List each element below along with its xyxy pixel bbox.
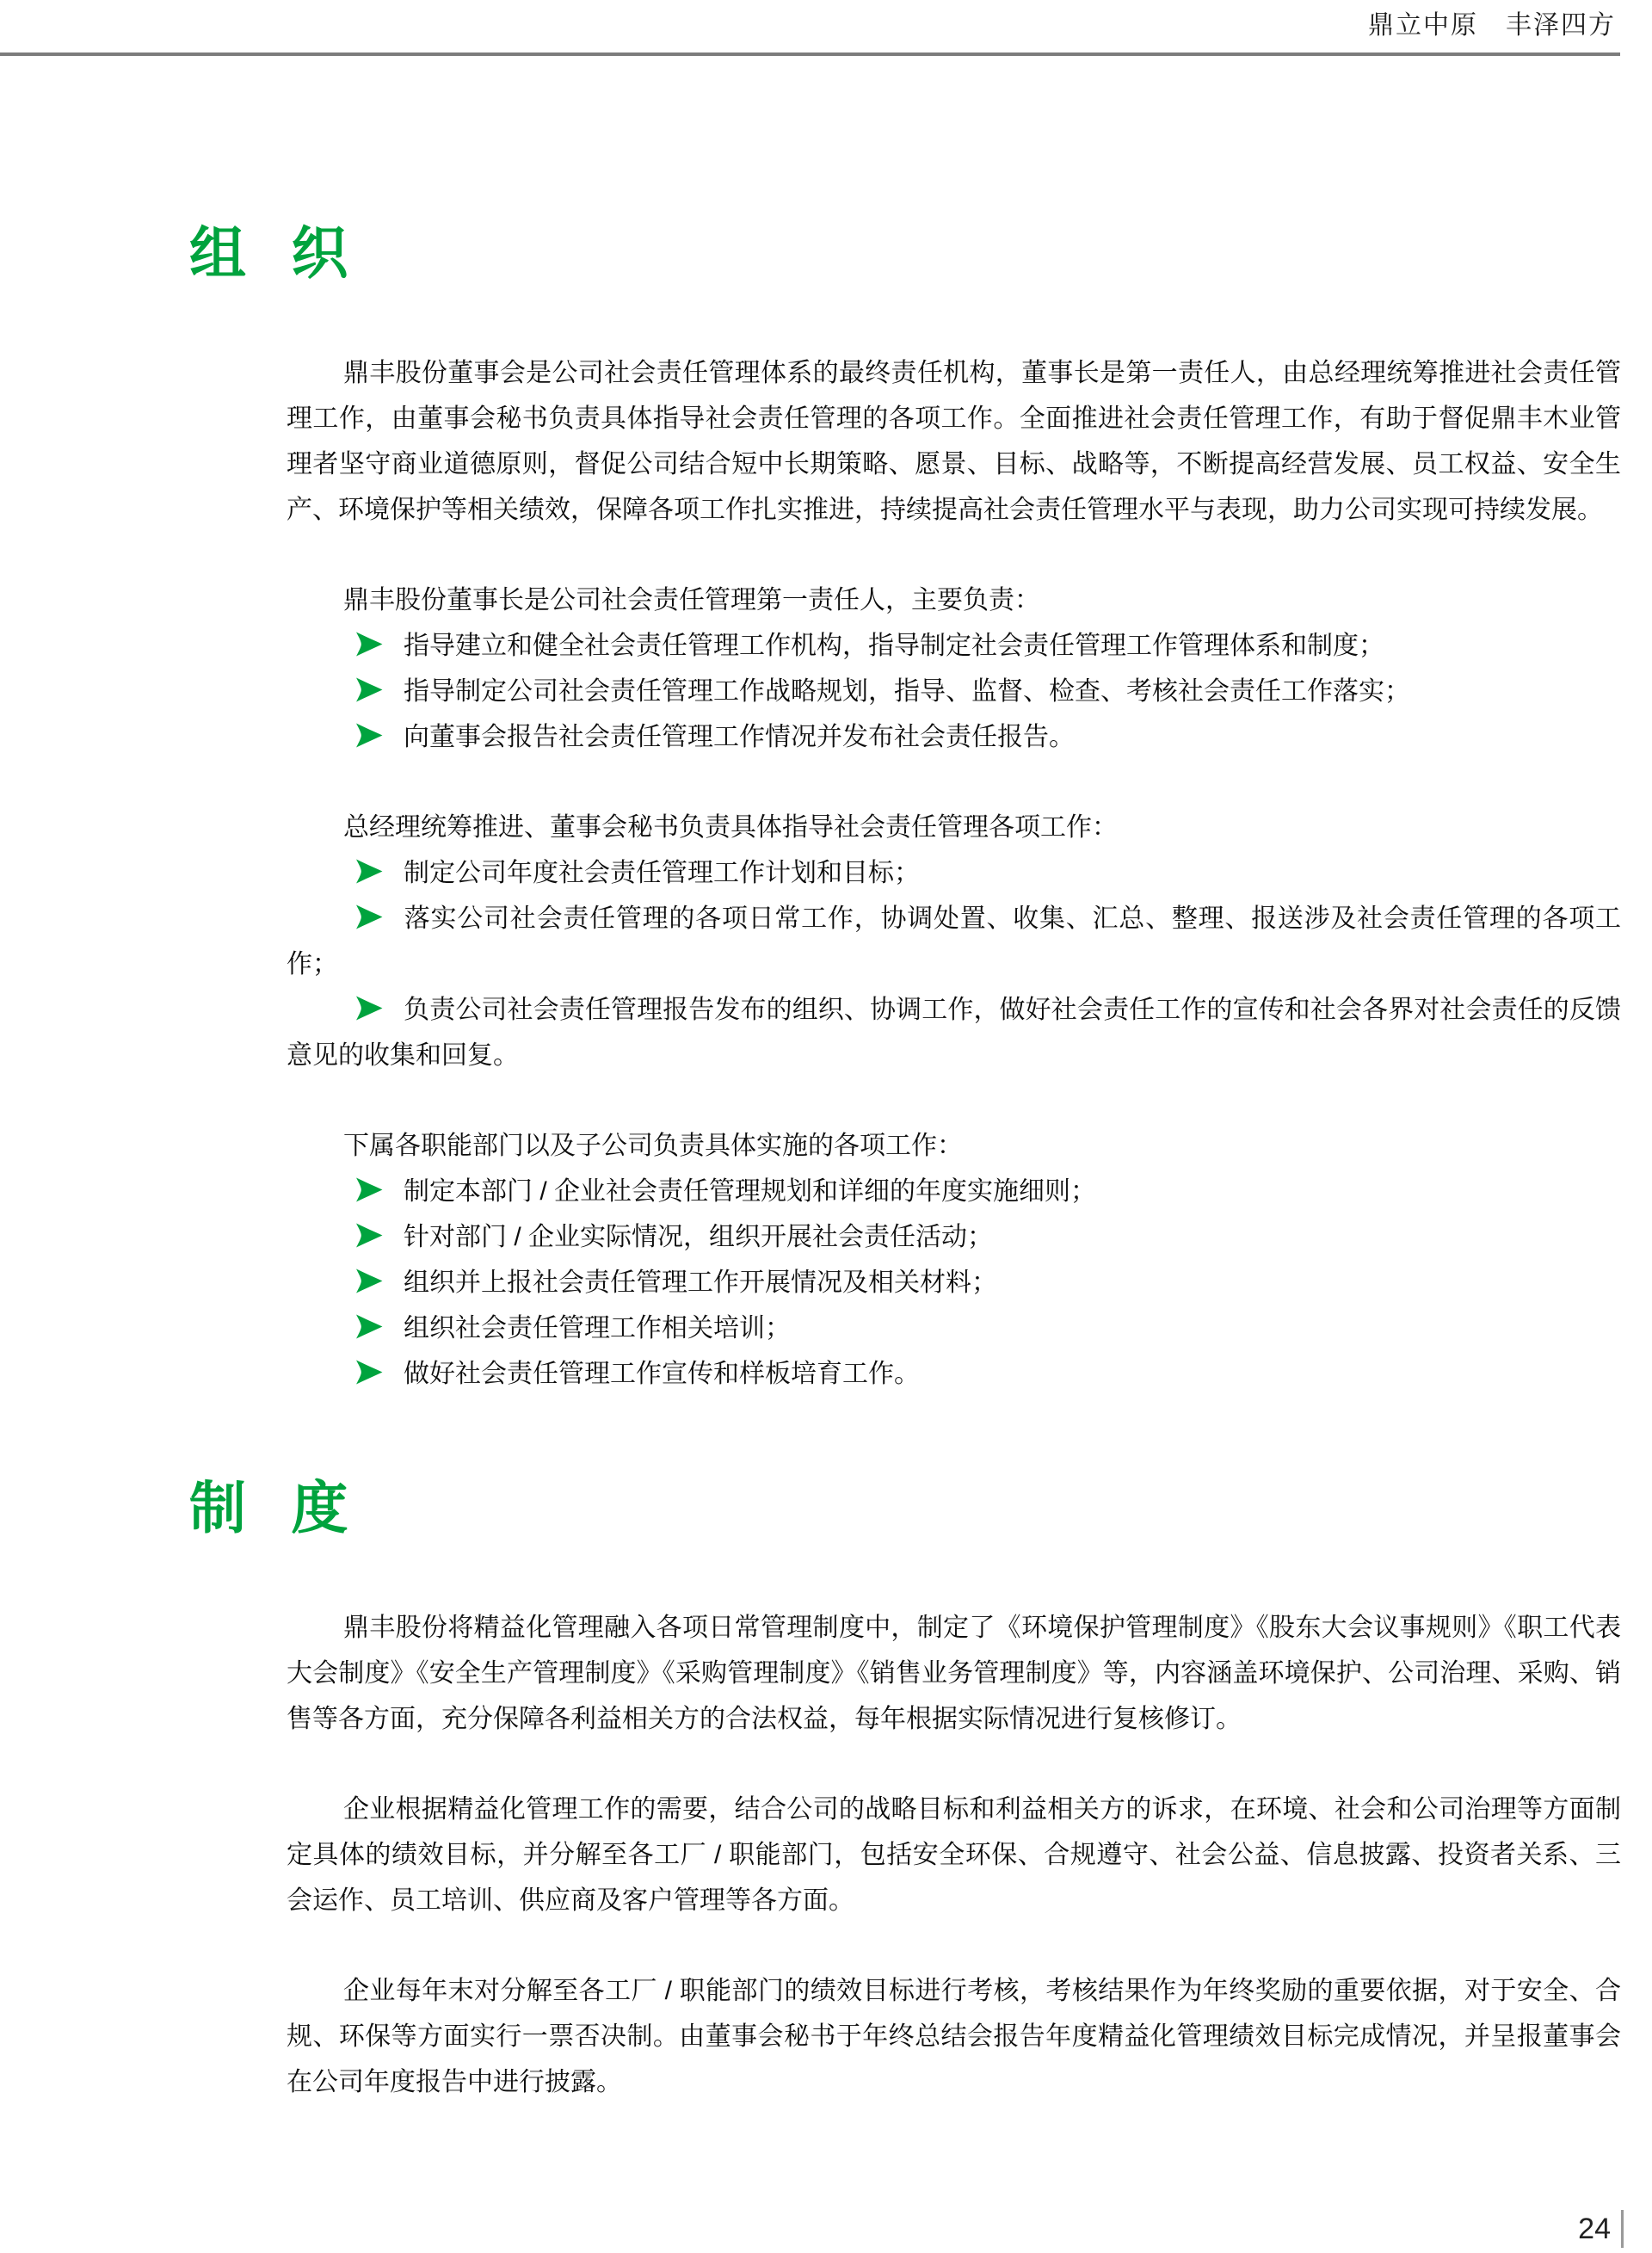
bullet-arrow-icon <box>354 859 384 884</box>
list-intro: 鼎丰股份董事长是公司社会责任管理第一责任人，主要负责： <box>343 586 1040 614</box>
bullet-text: 指导制定公司社会责任管理工作战略规划，指导、监督、检查、考核社会责任工作落实； <box>404 677 1410 706</box>
bullet-arrow-icon <box>354 1268 384 1293</box>
list-item <box>287 1214 1621 1260</box>
page-number-divider <box>1621 2210 1624 2248</box>
bullet-text: 制定本部门 / 企业社会责任管理规划和详细的年度实施细则； <box>404 1177 1097 1206</box>
paragraph: 鼎丰股份将精益化管理融入各项日常管理制度中，制定了《环境保护管理制度》《股东大会议事规则》《职工代表大会制度》《安全生产管理制度》《采购管理制度》《销售业务管理制度》等，内容涵盖环境保护、公司治理、采购、销售等各方面，充分保障各利益相关方的合法权益，每年根据实际情况进行复核修订。 <box>287 1614 1621 1733</box>
paragraph: 鼎丰股份董事会是公司社会责任管理体系的最终责任机构，董事长是第一责任人，由总经理统筹推进社会责任管理工作，由董事会秘书负责具体指导社会责任管理的各项工作。全面推进社会责任管理工作，有助于督促鼎丰木业管理者坚守商业道德原则，督促公司结合短中长期策略、愿景、目标、战略等，不断提高经营发展、员工权益、安全生产、环境保护等相关绩效，保障各项工作扎实推进，持续提高社会责任管理水平与表现，助力公司实现可持续发展。 <box>287 359 1621 524</box>
bullet-arrow-icon <box>354 632 384 657</box>
list-intro: 总经理统筹推进、董事会秘书负责具体指导社会责任管理各项工作： <box>343 813 1118 842</box>
list-item <box>287 623 1621 669</box>
header-divider <box>0 52 1620 56</box>
list-item <box>287 714 1621 760</box>
page-footer <box>1578 2210 1624 2248</box>
list-item <box>287 850 1621 896</box>
bullet-text: 组织社会责任管理工作相关培训； <box>404 1314 791 1343</box>
system-body <box>287 1605 1621 2105</box>
bullet-arrow-icon <box>354 996 384 1021</box>
list-intro: 下属各职能部门以及子公司负责具体实施的各项工作： <box>343 1132 963 1160</box>
list-item <box>287 1306 1621 1351</box>
list-item <box>287 1351 1621 1397</box>
bullet-text: 制定公司年度社会责任管理工作计划和目标； <box>404 859 920 887</box>
list-item <box>287 1169 1621 1214</box>
paragraph: 企业每年末对分解至各工厂 / 职能部门的绩效目标进行考核，考核结果作为年终奖励的重要依据，对于安全、合规、环保等方面实行一票否决制。由董事会秘书于年终总结会报告年度精益化管理绩效目标完成情况，并呈报董事会在公司年度报告中进行披露。 <box>287 1977 1621 2096</box>
page-header <box>0 0 1652 40</box>
list-item <box>287 669 1621 714</box>
page-number: 24 <box>1578 2212 1611 2245</box>
paragraph: 企业根据精益化管理工作的需要，结合公司的战略目标和利益相关方的诉求，在环境、社会和公司治理等方面制定具体的绩效目标，并分解至各工厂 / 职能部门，包括安全环保、合规遵守、社会公益、信息披露、投资者关系、三会运作、员工培训、供应商及客户管理等各方面。 <box>287 1795 1621 1915</box>
list-item <box>287 896 1621 987</box>
section-title-system: 制 度 <box>189 1476 352 1540</box>
bullet-text: 针对部门 / 企业实际情况，组织开展社会责任活动； <box>404 1223 994 1251</box>
bullet-arrow-icon <box>354 1314 384 1339</box>
bullet-arrow-icon <box>354 1223 384 1248</box>
bullet-text: 组织并上报社会责任管理工作开展情况及相关材料； <box>404 1268 997 1297</box>
bullet-arrow-icon <box>354 723 384 748</box>
organization-body <box>287 350 1621 1397</box>
bullet-arrow-icon <box>354 904 384 929</box>
bullet-arrow-icon <box>354 677 384 702</box>
bullet-arrow-icon <box>354 1360 384 1385</box>
bullet-text: 落实公司社会责任管理的各项日常工作，协调处置、收集、汇总、整理、报送涉及社会责任管理的各项工作； <box>287 904 1621 978</box>
bullet-text: 做好社会责任管理工作宣传和样板培育工作。 <box>404 1360 920 1388</box>
list-item <box>287 1260 1621 1306</box>
bullet-text: 负责公司社会责任管理报告发布的组织、协调工作，做好社会责任工作的宣传和社会各界对社会责任的反馈意见的收集和回复。 <box>287 996 1621 1070</box>
list-item <box>287 987 1621 1078</box>
section-title-organization: 组 织 <box>189 221 352 285</box>
bullet-arrow-icon <box>354 1177 384 1202</box>
bullet-text: 向董事会报告社会责任管理工作情况并发布社会责任报告。 <box>404 723 1075 751</box>
header-slogan: 鼎立中原 丰泽四方 <box>1368 11 1616 40</box>
bullet-text: 指导建立和健全社会责任管理工作机构，指导制定社会责任管理工作管理体系和制度； <box>404 632 1384 660</box>
